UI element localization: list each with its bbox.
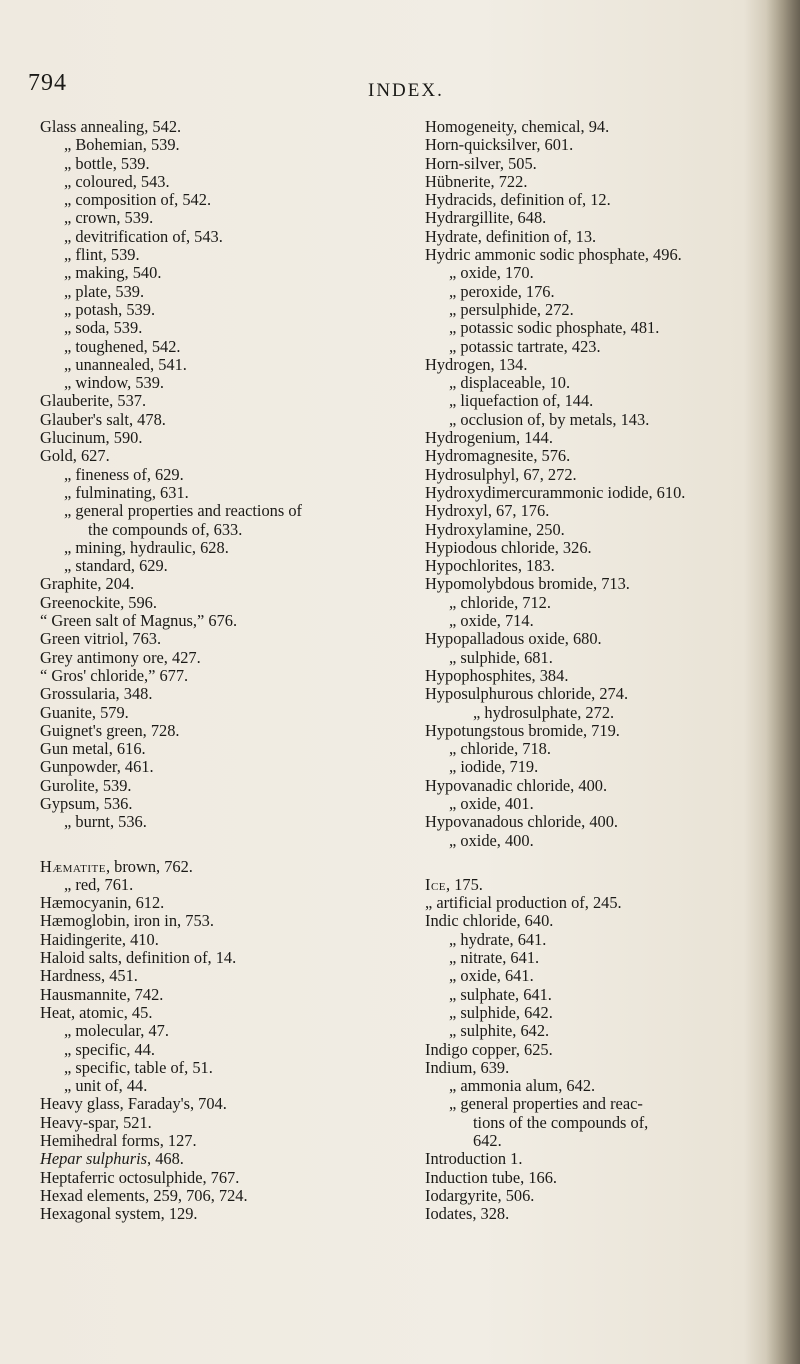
index-entry: Gurolite, 539. [40, 775, 132, 795]
index-entry: Hydracids, definition of, 12. [425, 190, 611, 210]
entry-rest: , 468. [147, 1149, 184, 1169]
index-entry: “ Green salt of Magnus,” 676. [40, 611, 238, 631]
index-entry: Glauberite, 537. [40, 391, 147, 411]
index-entry: „ unannealed, 541. [64, 354, 187, 374]
index-entry: Guignet's green, 728. [40, 720, 180, 740]
index-entry: Hypophosphites, 384. [425, 665, 569, 685]
index-entry: Hübnerite, 722. [425, 171, 528, 191]
index-block-g [40, 118, 440, 832]
index-entry: „ devitrification of, 543. [64, 226, 223, 246]
heading-rest: , 175. [446, 874, 483, 894]
index-entry: Horn-quicksilver, 601. [425, 135, 574, 155]
index-entry: Guanite, 579. [40, 702, 129, 722]
index-entry: Iodates, 328. [425, 1204, 510, 1224]
index-entry: „ occlusion of, by metals, 143. [449, 409, 650, 429]
index-entry: „ nitrate, 641. [449, 948, 540, 968]
index-entry: „ bottle, 539. [64, 153, 150, 173]
index-entry: Homogeneity, chemical, 94. [425, 117, 610, 136]
index-entry: „ oxide, 170. [449, 263, 534, 283]
index-entry: Glass annealing, 542. [40, 117, 182, 136]
index-entry: Greenockite, 596. [40, 592, 157, 612]
index-entry: Green vitriol, 763. [40, 629, 162, 649]
index-entry: Introduction 1. [425, 1149, 523, 1169]
index-entry: Horn-silver, 505. [425, 153, 537, 173]
index-entry: „ peroxide, 176. [449, 281, 555, 301]
index-entry: Glauber's salt, 478. [40, 409, 166, 429]
index-entry: Hausmannite, 742. [40, 984, 164, 1004]
index-entry: „ making, 540. [64, 263, 162, 283]
index-entry: Hydric ammonic sodic phosphate, 496. [425, 245, 682, 265]
block-gap [425, 850, 770, 876]
index-entry: Graphite, 204. [40, 574, 135, 594]
page-number: 794 [28, 70, 67, 96]
italic-term: Hepar sulphuris [40, 1149, 148, 1169]
index-entry: Induction tube, 166. [425, 1167, 558, 1187]
index-entry: „ red, 761. [64, 874, 134, 894]
index-entry: the compounds of, 633. [88, 519, 243, 539]
index-entry: Gunpowder, 461. [40, 757, 154, 777]
index-entry: Indic chloride, 640. [425, 911, 554, 931]
index-entry: Glucinum, 590. [40, 428, 143, 448]
index-entry: Hæmoglobin, iron in, 753. [40, 911, 214, 931]
index-entry: Hydrosulphyl, 67, 272. [425, 464, 577, 484]
smallcaps-heading: Ice [425, 874, 447, 894]
index-entry-heading [425, 876, 770, 894]
index-entry: Haloid salts, definition of, 14. [40, 948, 237, 968]
index-entry: „ sulphite, 642. [449, 1021, 550, 1041]
index-entry: Heptaferric octosulphide, 767. [40, 1167, 240, 1187]
index-entry: „ toughened, 542. [64, 336, 181, 356]
index-entry: „ window, 539. [64, 373, 164, 393]
right-column [425, 118, 770, 1224]
index-block-h [40, 858, 440, 1224]
index-entry: Hardness, 451. [40, 966, 138, 986]
index-entry: „ oxide, 401. [449, 793, 534, 813]
index-entry: Hydroxyl, 67, 176. [425, 501, 550, 521]
index-entry: Haidingerite, 410. [40, 929, 159, 949]
index-entry: Hydroxydimercurammonic iodide, 610. [425, 482, 686, 502]
smallcaps-heading: Hæmatite [40, 856, 106, 876]
index-entry: „ specific, 44. [64, 1039, 156, 1059]
index-entry: Hypopalladous oxide, 680. [425, 629, 602, 649]
index-entry: Hyposulphurous chloride, 274. [425, 684, 629, 704]
index-entry: „ standard, 629. [64, 556, 168, 576]
index-entry: „ potash, 539. [64, 299, 156, 319]
index-entry: „ plate, 539. [64, 281, 145, 301]
index-entry: Hemihedral forms, 127. [40, 1131, 197, 1151]
running-head: INDEX. [368, 80, 444, 101]
index-entry: Hypovanadic chloride, 400. [425, 775, 608, 795]
index-entry: Hydrogen, 134. [425, 354, 528, 374]
index-entry: „ hydrosulphate, 272. [473, 702, 615, 722]
index-entries-h [40, 876, 440, 1150]
left-column [40, 118, 440, 1224]
index-entry: Indium, 639. [425, 1057, 510, 1077]
index-entry: “ Gros' chloride,” 677. [40, 665, 189, 685]
index-entry: Iodargyrite, 506. [425, 1185, 535, 1205]
index-entry: Indigo copper, 625. [425, 1039, 553, 1059]
index-entry: Heavy glass, Faraday's, 704. [40, 1094, 227, 1114]
index-entry: „ artificial production of, 245. [425, 893, 622, 913]
index-entry: „ sulphide, 681. [449, 647, 553, 667]
index-entry: Hypovanadous chloride, 400. [425, 812, 619, 832]
block-gap [40, 832, 440, 858]
index-entry: 642. [473, 1131, 502, 1151]
index-entry: „ unit of, 44. [64, 1076, 148, 1096]
index-entry: Hypochlorites, 183. [425, 556, 555, 576]
index-entry: „ ammonia alum, 642. [449, 1076, 596, 1096]
index-entry: „ potassic sodic phosphate, 481. [449, 318, 660, 338]
index-entry: Hydrargillite, 648. [425, 208, 547, 228]
index-entry: Gypsum, 536. [40, 793, 133, 813]
index-entry: Hypotungstous bromide, 719. [425, 720, 620, 740]
index-entry: Grey antimony ore, 427. [40, 647, 201, 667]
index-entry: „ iodide, 719. [449, 757, 539, 777]
index-entry: Hæmocyanin, 612. [40, 893, 165, 913]
index-entry: Hydrogenium, 144. [425, 428, 553, 448]
index-entry: „ general properties and reactions of [64, 501, 303, 521]
index-entry: „ liquefaction of, 144. [449, 391, 594, 411]
index-entry: „ hydrate, 641. [449, 929, 547, 949]
index-entry: „ soda, 539. [64, 318, 143, 338]
index-entry-heading [40, 858, 440, 876]
index-entry: Heavy-spar, 521. [40, 1112, 152, 1132]
index-entry: „ oxide, 400. [449, 830, 534, 850]
index-entry: „ potassic tartrate, 423. [449, 336, 601, 356]
index-entry: „ displaceable, 10. [449, 373, 571, 393]
index-entry: „ sulphide, 642. [449, 1002, 553, 1022]
index-entry: „ persulphide, 272. [449, 299, 574, 319]
index-entry: „ oxide, 641. [449, 966, 534, 986]
index-entry: Gold, 627. [40, 446, 110, 466]
index-entry: „ fulminating, 631. [64, 482, 189, 502]
heading-rest: , brown, 762. [105, 856, 193, 876]
index-block-i [425, 876, 770, 1224]
index-entry: „ chloride, 712. [449, 592, 551, 612]
index-entry: „ specific, table of, 51. [64, 1057, 213, 1077]
page-gutter-shadow [766, 0, 800, 1364]
index-entry: „ molecular, 47. [64, 1021, 169, 1041]
index-entries-h-tail [40, 1169, 440, 1224]
index-entry: Hypiodous chloride, 326. [425, 537, 592, 557]
index-entry: Gun metal, 616. [40, 739, 146, 759]
index-entry: „ fineness of, 629. [64, 464, 184, 484]
index-entry: „ coloured, 543. [64, 171, 170, 191]
index-entry: Hypomolybdous bromide, 713. [425, 574, 630, 594]
index-block-h-cont [425, 118, 770, 850]
index-entry: tions of the compounds of, [473, 1112, 649, 1132]
index-entry: „ crown, 539. [64, 208, 154, 228]
index-entry: „ oxide, 714. [449, 611, 534, 631]
index-entry: „ chloride, 718. [449, 739, 551, 759]
index-entry: Hexad elements, 259, 706, 724. [40, 1185, 248, 1205]
index-entry: „ general properties and reac- [449, 1094, 643, 1114]
index-entry: Hydrate, definition of, 13. [425, 226, 597, 246]
index-entry: „ burnt, 536. [64, 812, 147, 832]
index-entry: „ Bohemian, 539. [64, 135, 180, 155]
index-entry: „ sulphate, 641. [449, 984, 552, 1004]
index-entries-i [425, 894, 770, 1223]
index-entry-hepar [40, 1150, 440, 1168]
index-entry: Grossularia, 348. [40, 684, 153, 704]
index-entry: Hydromagnesite, 576. [425, 446, 571, 466]
index-entry: Hydroxylamine, 250. [425, 519, 565, 539]
index-entry: Hexagonal system, 129. [40, 1204, 198, 1224]
index-entry: Heat, atomic, 45. [40, 1002, 153, 1022]
index-entry: „ flint, 539. [64, 245, 140, 265]
index-entry: „ mining, hydraulic, 628. [64, 537, 229, 557]
index-entry: „ composition of, 542. [64, 190, 212, 210]
